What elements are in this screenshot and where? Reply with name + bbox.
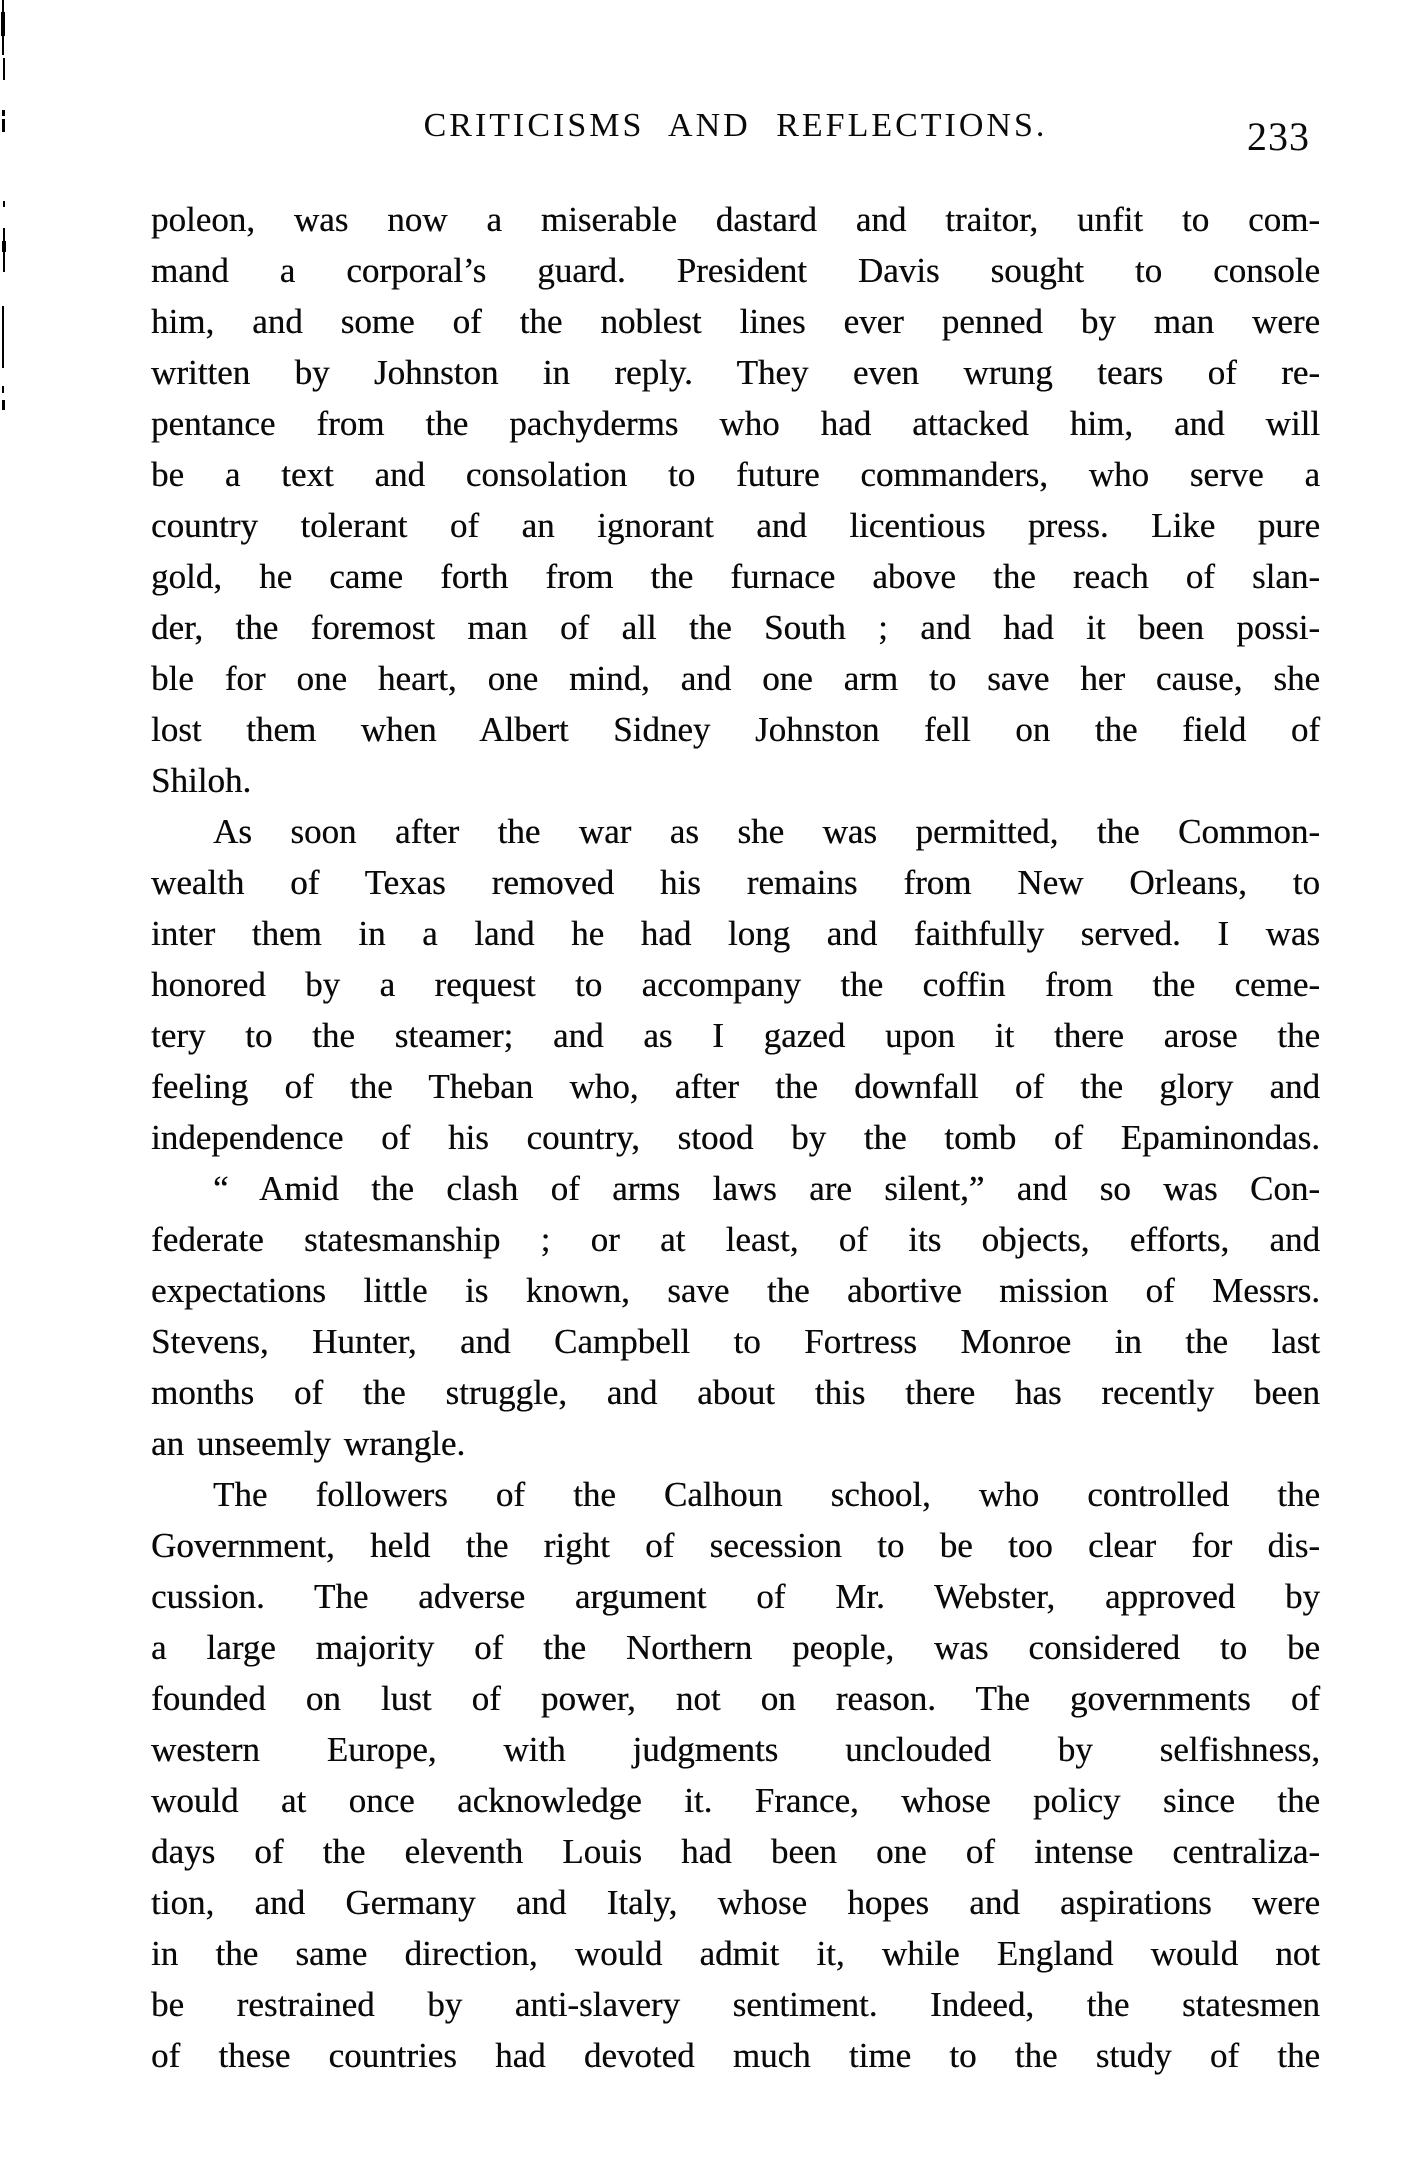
paragraph: [151, 806, 1320, 1163]
text-line: months of the struggle, and about this there has recently been: [151, 1373, 1320, 1412]
text-line: wealth of Texas removed his remains from New Orleans, to: [151, 863, 1320, 902]
text-line: der, the foremost man of all the South ; and had it been possi-: [151, 608, 1320, 647]
scan-artifact: [1, 12, 5, 36]
text-line: cussion. The adverse argument of Mr. Webster, approved by: [151, 1577, 1320, 1616]
scan-artifact: [3, 58, 5, 80]
text-line: country tolerant of an ignorant and licentious press. Like pure: [151, 506, 1320, 545]
scan-artifact: [2, 386, 4, 393]
text-line: pentance from the pachyderms who had attacked him, and will: [151, 404, 1320, 443]
text-line: an unseemly wrangle.: [151, 1424, 466, 1463]
text-line: lost them when Albert Sidney Johnston fell on the field of: [151, 710, 1320, 749]
text-line: The followers of the Calhoun school, who controlled the: [213, 1475, 1320, 1514]
paragraph: [151, 1469, 1320, 2081]
text-line: independence of his country, stood by the tomb of Epaminondas.: [151, 1118, 1320, 1157]
running-title: CRITICISMS AND REFLECTIONS.: [423, 107, 1048, 144]
text-line: western Europe, with judgments unclouded by selfishness,: [151, 1730, 1320, 1769]
text-line: expectations little is known, save the abortive mission of Messrs.: [151, 1271, 1320, 1310]
text-line: ble for one heart, one mind, and one arm to save her cause, she: [151, 659, 1320, 698]
text-line: days of the eleventh Louis had been one of intense centraliza-: [151, 1832, 1320, 1871]
text-line: tion, and Germany and Italy, whose hopes and aspirations were: [151, 1883, 1320, 1922]
scan-artifact: [2, 400, 5, 410]
scan-artifact: [2, 110, 5, 116]
text-line: gold, he came forth from the furnace above the reach of slan-: [151, 557, 1320, 596]
text-line: Government, held the right of secession to be too clear for dis-: [151, 1526, 1320, 1565]
paragraph: [151, 1163, 1320, 1469]
text-line: in the same direction, would admit it, while England would not: [151, 1934, 1320, 1973]
text-line: federate statesmanship ; or at least, of its objects, efforts, and: [151, 1220, 1320, 1259]
text-line: of these countries had devoted much time to the study of the: [151, 2036, 1320, 2075]
text-line: a large majority of the Northern people, was considered to be: [151, 1628, 1320, 1667]
scan-artifact: [2, 306, 4, 368]
text-line: honored by a request to accompany the coffin from the ceme-: [151, 965, 1320, 1004]
text-line: written by Johnston in reply. They even wrung tears of re-: [151, 353, 1320, 392]
text-line: be a text and consolation to future commanders, who serve a: [151, 455, 1320, 494]
text-line: would at once acknowledge it. France, whose policy since the: [151, 1781, 1320, 1820]
text-line: be restrained by anti-slavery sentiment. Indeed, the statesmen: [151, 1985, 1320, 2024]
text-line: Stevens, Hunter, and Campbell to Fortress Monroe in the last: [151, 1322, 1320, 1361]
text-line: As soon after the war as she was permitted, the Common-: [213, 812, 1320, 851]
text-line: him, and some of the noblest lines ever penned by man were: [151, 302, 1320, 341]
page-number: 233: [1247, 114, 1310, 159]
text-line: mand a corporal’s guard. President Davis sought to console: [151, 251, 1320, 290]
paragraph: [151, 194, 1320, 806]
text-line: Shiloh.: [151, 761, 252, 800]
scan-artifact: [2, 241, 6, 252]
text-line: inter them in a land he had long and faithfully served. I was: [151, 914, 1320, 953]
scan-artifact: [2, 119, 5, 132]
scan-artifact: [3, 201, 5, 207]
text-line: poleon, was now a miserable dastard and traitor, unfit to com-: [151, 200, 1320, 239]
text-line: founded on lust of power, not on reason. The governments of: [151, 1679, 1320, 1718]
text-line: tery to the steamer; and as I gazed upon it there arose the: [151, 1016, 1320, 1055]
page-body: [151, 194, 1320, 2081]
text-line: “ Amid the clash of arms laws are silent,” and so was Con-: [213, 1169, 1320, 1208]
text-line: feeling of the Theban who, after the downfall of the glory and: [151, 1067, 1320, 1106]
